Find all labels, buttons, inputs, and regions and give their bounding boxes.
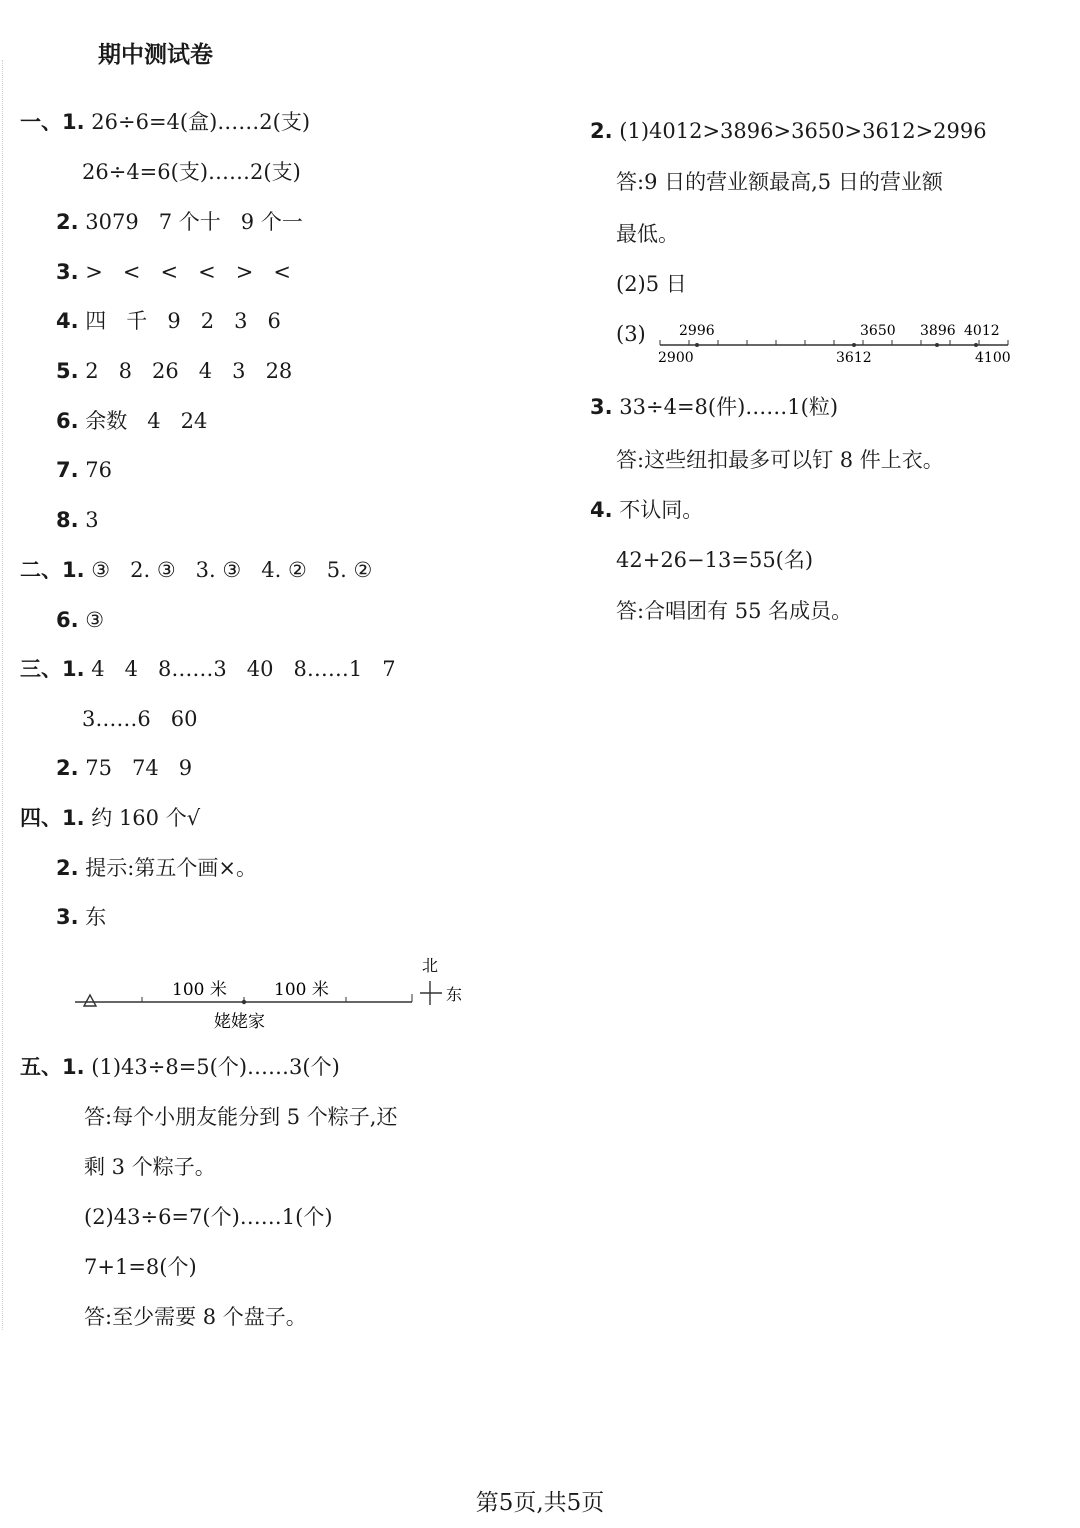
page-title: 期中测试卷 xyxy=(98,42,213,68)
number-line-label: 4100 xyxy=(975,350,1011,366)
number-line xyxy=(650,318,1020,370)
answer-line: 五、1. (1)43÷8=5(个)……3(个) xyxy=(20,1055,340,1079)
answer-line: 26÷4=6(支)……2(支) xyxy=(82,160,301,184)
answer-line: 3……6 60 xyxy=(82,707,198,731)
answer-line: 最低。 xyxy=(616,222,679,246)
start-marker-icon xyxy=(84,995,96,1006)
east-label: 东 xyxy=(446,985,463,1004)
answer-line: 8. 3 xyxy=(56,508,99,532)
answer-line: 答:每个小朋友能分到 5 个粽子,还 xyxy=(84,1105,398,1129)
answer-line: 7+1=8(个) xyxy=(84,1255,197,1279)
answer-line: 2. 3079 7 个十 9 个一 xyxy=(56,210,303,234)
answer-line: 2. (1)4012>3896>3650>3612>2996 xyxy=(590,119,987,143)
page-edge xyxy=(2,60,3,1330)
map-diagram xyxy=(70,950,470,1035)
answer-line: 剩 3 个粽子。 xyxy=(84,1155,216,1179)
answer-line: (2)43÷6=7(个)……1(个) xyxy=(84,1205,333,1229)
answer-line: 3. 33÷4=8(件)……1(粒) xyxy=(590,395,839,419)
answer-line: (3) xyxy=(616,322,646,346)
answer-line: 三、1. 4 4 8……3 40 8……1 7 xyxy=(20,657,396,681)
place-label: 姥姥家 xyxy=(214,1012,265,1032)
number-line-label: 4012 xyxy=(964,323,1000,339)
number-line-label: 2996 xyxy=(679,323,715,339)
answer-line: 3. > < < < > < xyxy=(56,260,291,284)
answer-line: 4. 四 千 9 2 3 6 xyxy=(56,309,281,333)
answer-line: 5. 2 8 26 4 3 28 xyxy=(56,359,293,383)
answer-line: 3. 东 xyxy=(56,905,107,929)
compass-icon xyxy=(420,956,462,1005)
answer-line: 6. 余数 4 24 xyxy=(56,409,208,433)
answer-line: 答:这些纽扣最多可以钉 8 件上衣。 xyxy=(616,448,944,472)
answer-line: 2. 75 74 9 xyxy=(56,756,193,780)
answer-line: 二、1. ③ 2. ③ 3. ③ 4. ② 5. ② xyxy=(20,558,373,582)
number-line-label: 3612 xyxy=(836,350,872,366)
distance-label-2: 100 米 xyxy=(274,980,329,1000)
answer-line: 4. 不认同。 xyxy=(590,498,704,522)
distance-label-1: 100 米 xyxy=(172,980,227,1000)
answer-line: 答:合唱团有 55 名成员。 xyxy=(616,599,853,623)
answer-line: 7. 76 xyxy=(56,458,112,482)
number-line-label: 3650 xyxy=(860,323,896,339)
answer-line: 6. ③ xyxy=(56,608,105,632)
number-line-label: 3896 xyxy=(920,323,956,339)
answer-line: 一、1. 26÷6=4(盒)……2(支) xyxy=(20,110,311,134)
number-line-label: 2900 xyxy=(658,350,694,366)
answer-line: 答:9 日的营业额最高,5 日的营业额 xyxy=(616,170,943,194)
answer-line: 答:至少需要 8 个盘子。 xyxy=(84,1305,307,1329)
answer-line: (2)5 日 xyxy=(616,272,687,296)
answer-line: 42+26−13=55(名) xyxy=(616,548,814,572)
page-footer: 第5页,共5页 xyxy=(475,1490,605,1516)
north-label: 北 xyxy=(422,956,439,975)
answer-line: 2. 提示:第五个画×。 xyxy=(56,856,257,880)
answer-line: 四、1. 约 160 个√ xyxy=(20,806,201,830)
